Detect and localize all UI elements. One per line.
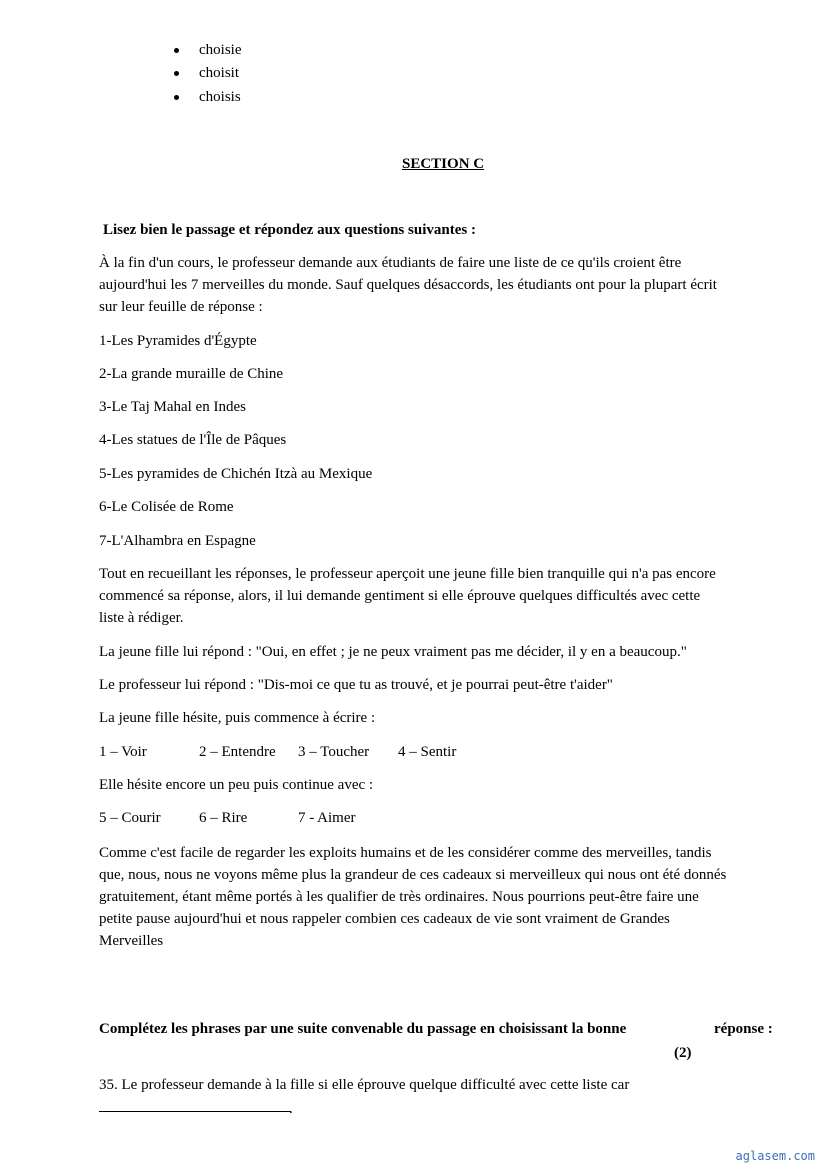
sense-item: 3 – Toucher: [298, 744, 370, 760]
reading-instruction: Lisez bien le passage et répondez aux questions suivantes :: [103, 222, 476, 238]
paragraph-line: petite pause aujourd'hui et nous rappeler combien ces cadeaux de vie sont vraiment de Grandes: [99, 911, 670, 927]
paragraph-line: Tout en recueillant les réponses, le professeur aperçoit une jeune fille bien tranquille qui n'a pas encore: [99, 566, 716, 582]
bullet-text: choisis: [199, 89, 241, 105]
paragraph-line: Merveilles: [99, 933, 164, 949]
wonder-item: 5-Les pyramides de Chichén Itzà au Mexique: [99, 466, 373, 482]
wonder-item: 2-La grande muraille de Chine: [99, 366, 284, 382]
answer-blank-line: [99, 1111, 291, 1112]
intro-line: sur leur feuille de réponse :: [99, 299, 263, 315]
intro-line: aujourd'hui les 7 merveilles du monde. Sauf quelques désaccords, les étudiants ont pour la plupart écrit: [99, 277, 717, 293]
wonder-item: 1-Les Pyramides d'Égypte: [99, 333, 257, 349]
action-item: 7 - Aimer: [298, 810, 356, 826]
sense-item: 4 – Sentir: [398, 744, 457, 760]
action-item: 5 – Courir: [99, 810, 161, 826]
wonder-item: 7-L'Alhambra en Espagne: [99, 533, 256, 549]
action-item: 6 – Rire: [199, 810, 248, 826]
answer-blank-end: .: [289, 1101, 293, 1117]
girl-hesitates: La jeune fille hésite, puis commence à écrire :: [99, 710, 376, 726]
paragraph-line: gratuitement, étant même portés à les qualifier de très ordinaires. Nous pourrions peut-être faire une: [99, 889, 699, 905]
section-title: SECTION C: [402, 156, 485, 172]
intro-line: À la fin d'un cours, le professeur demande aux étudiants de faire une liste de ce qu'ils croient être: [99, 255, 682, 271]
wonder-item: 3-Le Taj Mahal en Indes: [99, 399, 246, 415]
bullet-text: choisit: [199, 65, 239, 81]
bullet-text: choisie: [199, 42, 242, 58]
wonder-item: 6-Le Colisée de Rome: [99, 499, 234, 515]
paragraph-line: liste à rédiger.: [99, 610, 184, 626]
marks-label: (2): [674, 1045, 692, 1061]
paragraph-line: Comme c'est facile de regarder les exploits humains et de les considérer comme des merveilles, tandis: [99, 845, 712, 861]
girl-reply: La jeune fille lui répond : "Oui, en effet ; je ne peux vraiment pas me décider, il y en a beaucoup.": [99, 644, 687, 660]
watermark: aglasem.com: [735, 1149, 815, 1163]
completion-instruction-tail: réponse :: [714, 1021, 773, 1037]
paragraph-line: commencé sa réponse, alors, il lui demande gentiment si elle éprouve quelques difficultés avec cette: [99, 588, 701, 604]
sense-item: 2 – Entendre: [199, 744, 276, 760]
question-35: 35. Le professeur demande à la fille si elle éprouve quelque difficulté avec cette liste car: [99, 1077, 630, 1093]
wonder-item: 4-Les statues de l'Île de Pâques: [99, 432, 287, 448]
continues-text: Elle hésite encore un peu puis continue avec :: [99, 777, 374, 793]
paragraph-line: que, nous, nous ne voyons même plus la grandeur de ces cadeaux si merveilleux qui nous ont été donnés: [99, 867, 727, 883]
completion-instruction: Complétez les phrases par une suite convenable du passage en choisissant la bonne: [99, 1021, 627, 1037]
professor-reply: Le professeur lui répond : "Dis-moi ce que tu as trouvé, et je pourrai peut-être t'aider": [99, 677, 613, 693]
sense-item: 1 – Voir: [99, 744, 147, 760]
